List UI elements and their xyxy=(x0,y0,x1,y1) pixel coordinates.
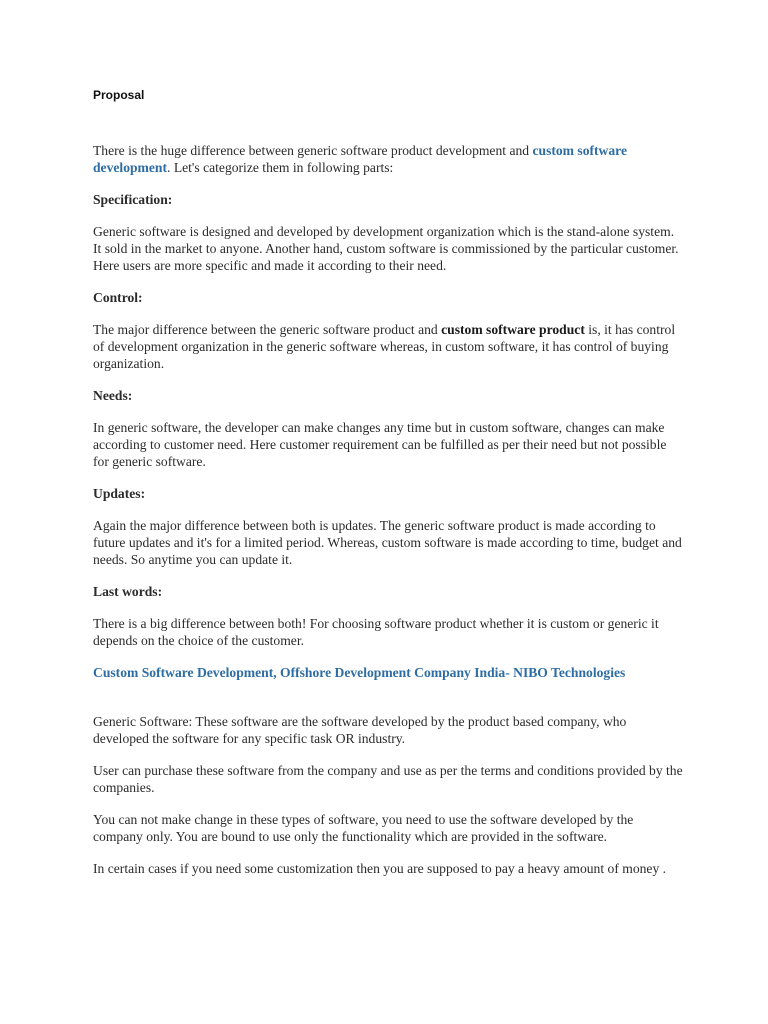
last-words-heading: Last words: xyxy=(93,584,163,599)
purchase-paragraph: User can purchase these software from the company and use as per the terms and conditions provided by the companies. xyxy=(93,763,683,795)
needs-paragraph: In generic software, the developer can make changes any time but in custom software, changes can make according to customer need. Here customer requirement can be fulfilled as per their need but not possible for generic software. xyxy=(93,420,667,469)
control-text-before: The major difference between the generic software product and xyxy=(93,322,442,337)
intro-text-before: There is the huge difference between generic software product development and xyxy=(93,143,533,158)
custom-software-product-bold: custom software product xyxy=(441,322,585,337)
money-paragraph: In certain cases if you need some customization then you are supposed to pay a heavy amount of money . xyxy=(93,861,667,876)
change-paragraph: You can not make change in these types of software, you need to use the software developed by the company only. You are bound to use only the functionality which are provided in the software. xyxy=(93,812,634,844)
company-link[interactable]: Custom Software Development, Offshore Development Company India- NIBO Technologies xyxy=(93,665,626,680)
document-title: Proposal xyxy=(93,88,145,102)
generic-software-paragraph: Generic Software: These software are the software developed by the product based company, who developed the software for any specific task OR industry. xyxy=(93,714,627,746)
control-heading: Control: xyxy=(93,290,143,305)
updates-paragraph: Again the major difference between both is updates. The generic software product is made according to future updates and it's for a limited period. Whereas, custom software is made according to time, budget and needs. So anytime you can update it. xyxy=(93,518,682,567)
updates-heading: Updates: xyxy=(93,486,146,501)
needs-heading: Needs: xyxy=(93,388,133,403)
custom-software-development-link[interactable]: custom software development xyxy=(93,143,627,175)
control-text-after: is, it has control of development organization in the generic software whereas, in custom software, it has control of buying organization. xyxy=(93,322,676,371)
document-body xyxy=(93,142,683,892)
specification-paragraph: Generic software is designed and developed by development organization which is the stand-alone system. It sold in the market to anyone. Another hand, custom software is commissioned by the particular customer. Here users are more specific and made it according to their need. xyxy=(93,224,679,273)
control-paragraph xyxy=(93,321,683,372)
intro-text-after: . Let's categorize them in following parts: xyxy=(167,160,394,175)
intro-paragraph xyxy=(93,142,683,176)
specification-heading: Specification: xyxy=(93,192,173,207)
last-words-paragraph: There is a big difference between both! For choosing software product whether it is custom or generic it depends on the choice of the customer. xyxy=(93,616,659,648)
